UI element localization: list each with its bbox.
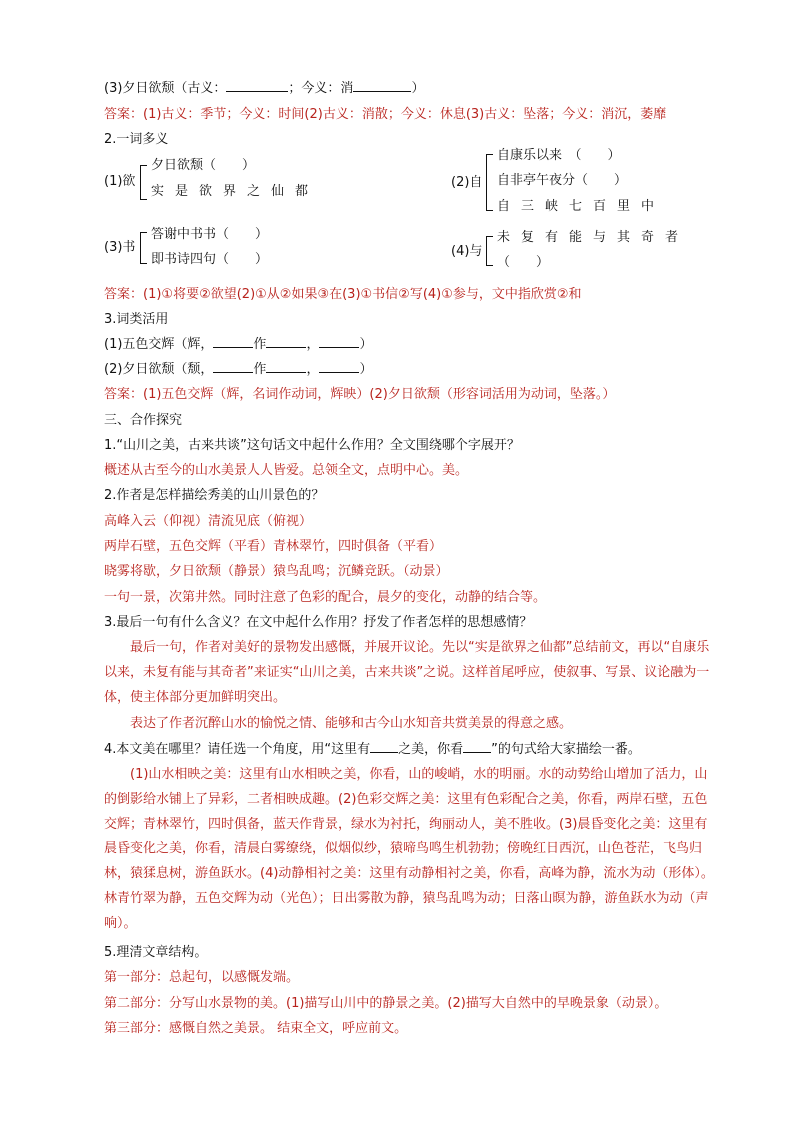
q3-suffix: ） (411, 81, 425, 96)
coop-question-1: 1.“山川之美，古来共谈”这句话文中起什么作用？全文围绕哪个字展开？ (104, 438, 520, 453)
section3-q2 (104, 360, 372, 380)
answer-blank[interactable] (266, 372, 306, 373)
structure-part: 第一部分：总起句，以感慨发端。 (104, 970, 300, 985)
coop-answer-3-paragraph: 表达了作者沉醉山水的愉悦之情、能够和古今山水知音共赏美景的得意之感。 (130, 716, 573, 731)
brace (486, 236, 493, 266)
brace (486, 154, 493, 211)
coop-answer-2-line: 一句一景，次第井然。同时注意了色彩的配合，晨夕的变化，动静的结合等。 (104, 590, 547, 605)
coop-answer-2-line: 两岸石壁，五色交辉（平看）青林翠竹，四时俱备（平看） (104, 539, 443, 554)
coop-answer-3-paragraph: 最后一句，作者对美好的景物发出感慨，并展开议论。先以“实是欲界之仙都”总结前文，再以“自康乐以来，未复有能与其奇者”来证实“山川之美，古来共谈”之说。这样首尾呼应，使叙事、写景、议论融为一体，使主体部分更加鲜明突出。 (104, 640, 710, 705)
polysemy-item: 实是欲界之仙都 (151, 184, 320, 199)
polysemy-item: 答谢中书书（ ） (151, 227, 269, 242)
q-prefix: (1)五色交辉（辉， (104, 337, 214, 352)
polysemy-item: 夕日欲颓（ ） (151, 158, 256, 173)
q-mid: ， (306, 362, 320, 377)
coop-question-3: 3.最后一句有什么含义？在文中起什么作用？抒发了作者怎样的思想感情？ (104, 615, 533, 630)
section3-answer: 答案：(1)五色交辉（辉，名词作动词，辉映）(2)夕日欲颓（形容词活用为动词，坠落。） (104, 387, 616, 402)
polysemy-item: 即书诗四句（ ） (151, 252, 269, 267)
answer-blank[interactable] (319, 347, 359, 348)
answer-blank[interactable] (319, 372, 359, 373)
structure-part: 第二部分：分写山水景物的美。(1)描写山川中的静景之美。(2)描写大自然中的早晚景象（动景）。 (104, 996, 668, 1011)
section3-q1 (104, 335, 372, 355)
answer-blank[interactable] (266, 347, 306, 348)
section2-title: 2.一词多义 (104, 132, 169, 147)
polysemy-item: 未复有能与其奇者 (497, 230, 690, 245)
coop-question-2: 2.作者是怎样描绘秀美的山川景色的？ (104, 488, 325, 503)
answer-blank[interactable] (213, 347, 253, 348)
q-mid: 之美，你看 (398, 742, 464, 757)
polysemy-label-shu: (3)书 (104, 240, 136, 255)
polysemy-item: （ ） (497, 255, 550, 270)
q-suffix: ） (359, 362, 373, 377)
coop-answer-1: 概述从古至今的山水美景人人皆爱。总领全文，点明中心。美。 (104, 463, 469, 478)
q-prefix: (2)夕日欲颓（颓， (104, 362, 214, 377)
brace (140, 165, 147, 200)
q-prefix: 4.本文美在哪里？请任选一个角度，用“这里有 (104, 742, 371, 757)
coop-answer-2-line: 高峰入云（仰视）清流见底（俯视） (104, 514, 313, 529)
answer-blank[interactable] (463, 752, 491, 753)
polysemy-label-yu: (1)欲 (104, 174, 136, 189)
q-mid: ， (306, 337, 320, 352)
q3-ancient-meaning-line (104, 79, 424, 99)
q-mid: 作 (253, 362, 267, 377)
q3-mid: ；今义：消 (288, 81, 354, 96)
coop-answer-2-line: 晓雾将歇，夕日欲颓（静景）猿鸟乱鸣；沉鳞竞跃。（动景） (104, 564, 449, 579)
section3-title: 3.词类活用 (104, 312, 169, 327)
q-suffix: ”的句式给大家描绘一番。 (491, 742, 641, 757)
answer-blank[interactable] (213, 372, 253, 373)
answer-blank[interactable] (370, 752, 398, 753)
brace (140, 232, 147, 264)
coop-answer-4-paragraph: (1)山水相映之美：这里有山水相映之美，你看，山的峻峭，水的明丽。水的动势给山增加了活力，山的倒影给水铺上了异彩，二者相映成趣。(2)色彩交辉之美：这里有色彩配合之美，你看，两岸石壁，五色交辉；青林翠竹，四时俱备，蓝天作背景，绿水为衬托，绚丽动人，美不胜收。(3)晨昏变化之美：这里有晨昏变化之美，你看，清晨白雾缭绕，似烟似纱，猿啼鸟鸣生机勃勃；傍晚红日西沉，山色苍茫，飞鸟归林，猿猱息树，游鱼跃水。(4)动静相衬之美：这里有动静相衬之美，你看，高峰为静，流水为动（形体）。林青竹翠为静，五色交辉为动（光色）；日出雾散为静，猿鸟乱鸣为动；日落山暝为静，游鱼跃水为动（声响）。 (104, 767, 714, 931)
answer-blank[interactable] (353, 91, 411, 92)
answer-blank[interactable] (226, 91, 288, 92)
polysemy-label-zi: (2)自 (451, 175, 483, 190)
coop-title: 三、合作探究 (104, 413, 183, 428)
q-mid: 作 (253, 337, 267, 352)
section1-answer: 答案：(1)古义：季节；今义：时间(2)古义：消散；今义：休息(3)古义：坠落；今义：消沉，萎靡 (104, 107, 667, 122)
polysemy-item: 自三峡七百里中 (497, 199, 666, 214)
q3-prefix: (3)夕日欲颓（古义： (104, 81, 227, 96)
coop-question-5: 5.理清文章结构。 (104, 945, 208, 960)
polysemy-label-yu2: (4)与 (451, 244, 483, 259)
structure-part: 第三部分：感慨自然之美景。 结束全文，呼应前文。 (104, 1021, 408, 1036)
q-suffix: ） (359, 337, 373, 352)
polysemy-item: 自非亭午夜分（ ） (497, 173, 628, 188)
polysemy-item: 自康乐以来 （ ） (497, 148, 621, 163)
section2-answer: 答案：(1)①将要②欲望(2)①从②如果③在(3)①书信②写(4)①参与，文中指欣赏②和 (104, 287, 582, 302)
coop-question-4 (104, 740, 641, 760)
